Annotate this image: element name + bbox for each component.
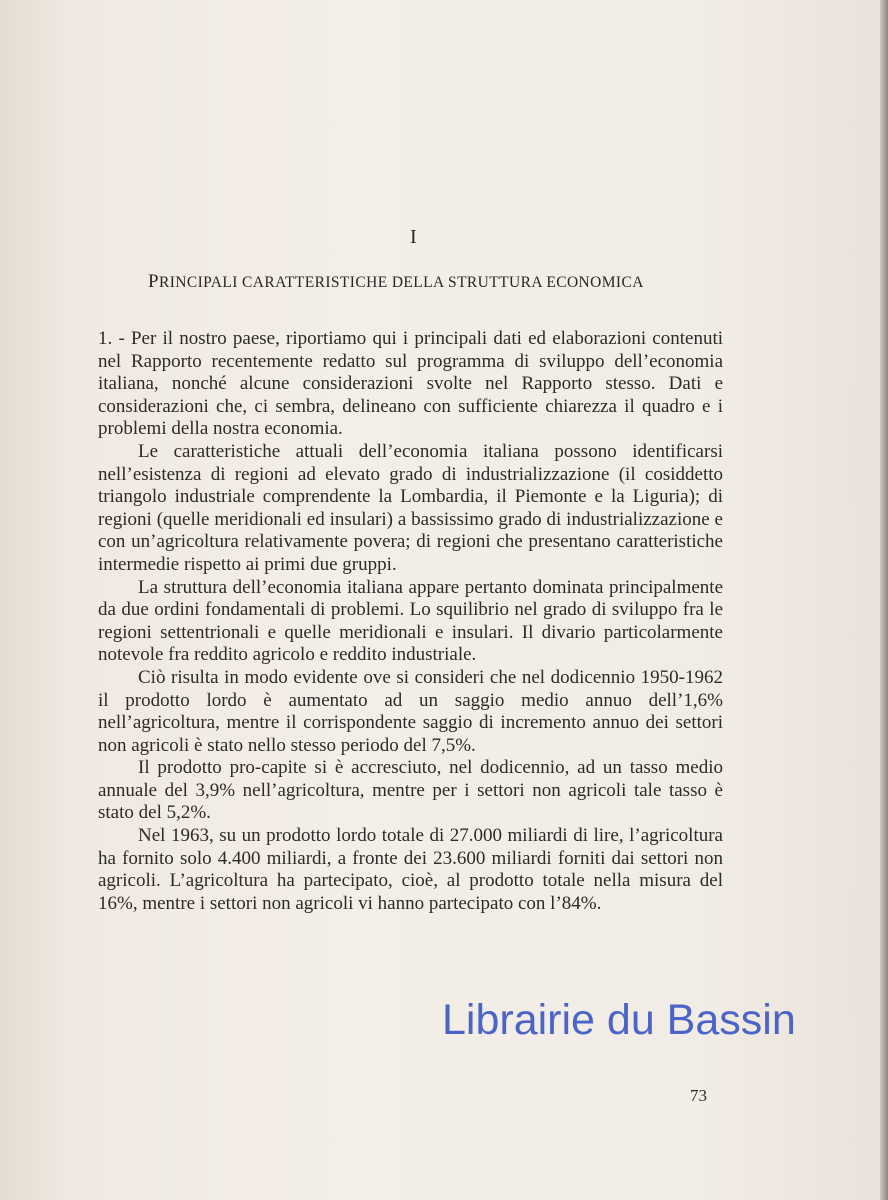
paragraph: Nel 1963, su un prodotto lordo totale di 27.000 miliardi di lire, l’agricoltura ha fornito solo 4.400 miliardi, a fronte dei 23.600 miliardi forniti dai settori non agricoli. L’agricoltura ha partecipato, cioè, al prodotto totale nella misura del 16%, mentre i settori non agricoli vi hanno partecipato con l’84%.: [98, 825, 723, 914]
page-number: 73: [690, 1086, 707, 1105]
watermark: Librairie du Bassin: [442, 996, 796, 1044]
paragraph: Il prodotto pro-capite si è accresciuto, nel dodicennio, ad un tasso medio annuale del 3,9% nell’agricoltura, mentre per i settori non agricoli tale tasso è stato del 5,2%.: [98, 757, 723, 824]
chapter-title: [148, 271, 708, 293]
paragraph: Le caratteristiche attuali dell’economia italiana possono identificarsi nell’esistenza di regioni ad elevato grado di industrializzazione (il cosiddetto triangolo industriale comprendente la Lombardia, il Piemonte e la Liguria); di regioni (quelle meridionali ed insulari) a bassissimo grado di industrializzazione e con un’agricoltura relativamente povera; di regioni che presentano caratteristiche intermedie rispetto ai primi due gruppi.: [98, 440, 723, 575]
chapter-title-initial: P: [148, 271, 159, 292]
paragraph: Ciò risulta in modo evidente ove si consideri che nel dodicennio 1950-1962 il prodotto lordo è aumentato ad un saggio medio annuo dell’1,6% nell’agricoltura, mentre il corrispondente saggio di incremento annuo dei settori non agricoli è stato nello stesso periodo del 7,5%.: [98, 666, 723, 756]
body-text: [98, 328, 723, 915]
page-edge-shadow: [880, 0, 888, 1200]
paragraph: La struttura dell’economia italiana appare pertanto dominata principalmente da due ordini fondamentali di problemi. Lo squilibrio nel grado di sviluppo fra le regioni settentrionali e quelle meridionali e insulari. Il divario particolarmente notevole fra reddito agricolo e reddito industriale.: [98, 576, 723, 666]
chapter-number: I: [410, 226, 417, 248]
chapter-title-rest: RINCIPALI CARATTERISTICHE DELLA STRUTTURA ECONOMICA: [158, 274, 644, 291]
paragraph: 1. - Per il nostro paese, riportiamo qui i principali dati ed elaborazioni contenuti nel Rapporto recentemente redatto sul programma di sviluppo dell’economia italiana, nonché alcune considerazioni svolte nel Rapporto stesso. Dati e considerazioni che, ci sembra, delineano con sufficiente chiarezza il quadro e i problemi della nostra economia.: [98, 328, 723, 440]
